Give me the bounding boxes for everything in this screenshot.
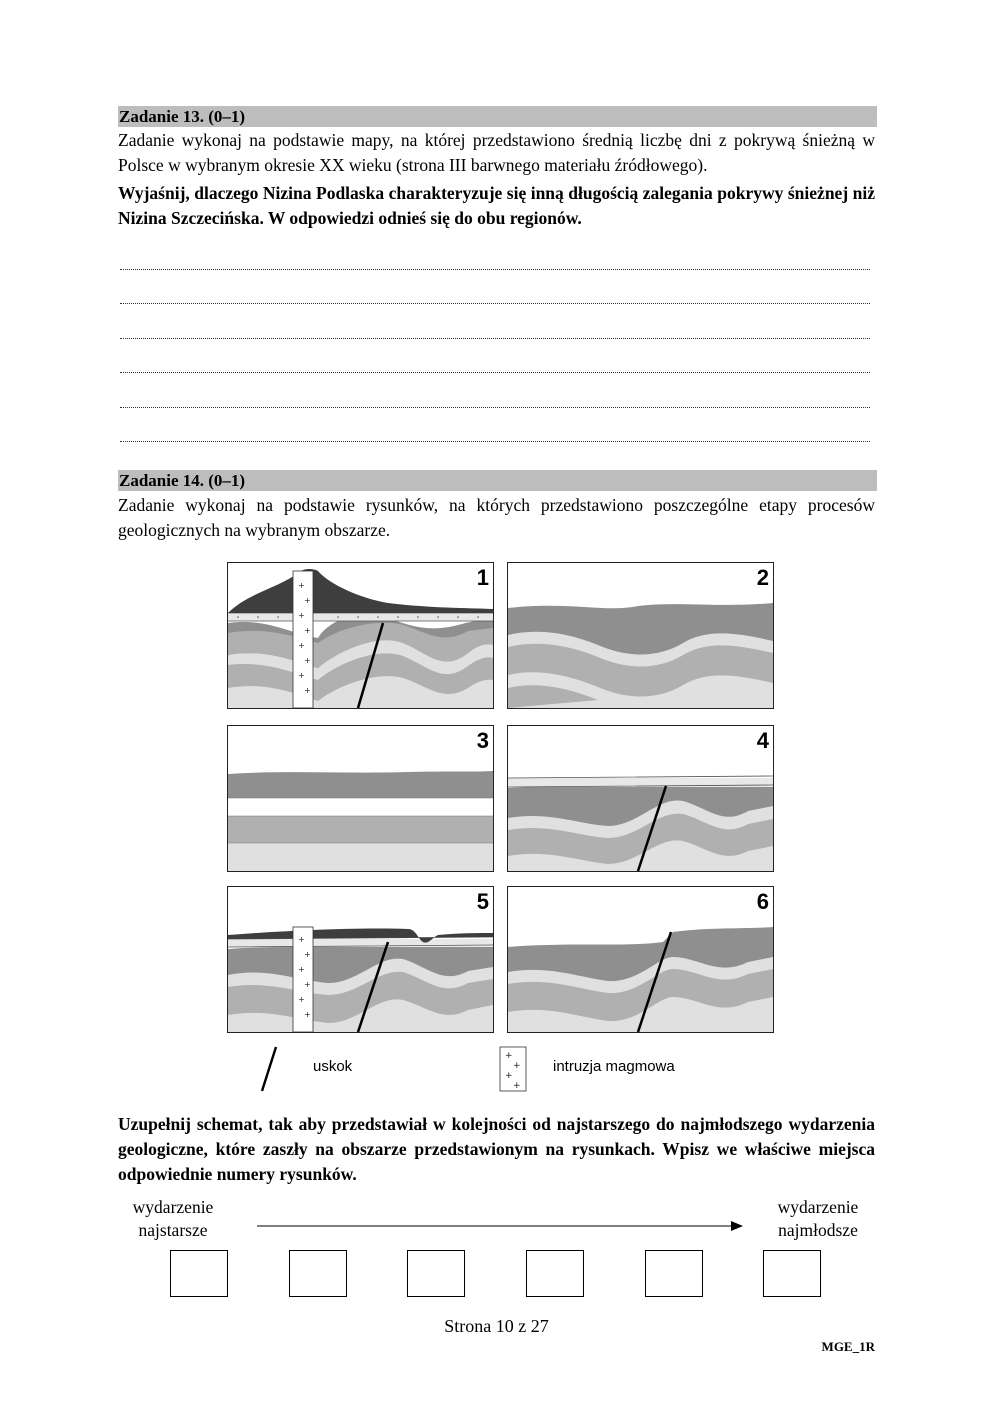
svg-text:+: + — [298, 641, 305, 650]
oldest-label — [118, 1196, 228, 1242]
panel-1-drawing — [228, 563, 493, 708]
panel-4-drawing — [508, 726, 773, 871]
svg-text:+: + — [304, 1010, 311, 1019]
legend-intrusion-label: intruzja magmowa — [553, 1058, 675, 1075]
svg-text:+: + — [304, 626, 311, 635]
svg-text:+: + — [505, 1051, 513, 1061]
svg-text:+: + — [513, 1081, 521, 1091]
exam-code: MGE_1R — [821, 1339, 875, 1354]
task-14-question: Uzupełnij schemat, tak aby przedstawiał w kolejności od najstarszego do najmłodszego wydarzenia geologiczne, które zaszły na obszarze przedstawionym na rysunkach. Wpisz we właściwe miejsca odpowiednie numery rysunków. — [118, 1114, 875, 1184]
svg-text:+: + — [298, 581, 305, 590]
panel-number: 6 — [756, 889, 769, 914]
svg-text:+: + — [298, 935, 305, 944]
youngest-label-line2: najmłodsze — [778, 1220, 858, 1240]
answer-line[interactable] — [120, 371, 870, 373]
task-13-intro: Zadanie wykonaj na podstawie mapy, na której przedstawiono średnią liczbę dni z pokrywą śnieżną w Polsce w wybranym okresie XX wieku (strona III barwnego materiału źródłowego). — [118, 130, 875, 175]
panel-2-drawing — [508, 563, 773, 708]
geology-panel-2 — [507, 562, 774, 709]
answer-box-1[interactable] — [170, 1250, 228, 1297]
task-13-question: Wyjaśnij, dlaczego Nizina Podlaska charakteryzuje się inną długością zalegania pokrywy śnieżnej niż Nizina Szczecińska. W odpowiedzi odnieś się do obu regionów. — [118, 183, 875, 228]
answer-box-6[interactable] — [763, 1250, 821, 1297]
youngest-label — [763, 1196, 873, 1242]
page-number: Strona 10 z 27 — [444, 1316, 549, 1336]
youngest-label-line1: wydarzenie — [777, 1197, 859, 1217]
answer-line[interactable] — [120, 406, 870, 408]
panel-number: 4 — [756, 728, 769, 753]
geology-panel-3 — [227, 725, 494, 872]
geology-panel-4 — [507, 725, 774, 872]
panel-6-drawing — [508, 887, 773, 1032]
svg-text:+: + — [513, 1061, 521, 1071]
plus-pattern-icon — [498, 1046, 528, 1092]
svg-text:+: + — [304, 686, 311, 695]
oldest-label-line1: wydarzenie — [132, 1197, 214, 1217]
svg-text:+: + — [298, 995, 305, 1004]
svg-text:+: + — [505, 1071, 513, 1081]
panel-number: 1 — [476, 565, 489, 590]
geology-panel-1 — [227, 562, 494, 709]
answer-line[interactable] — [120, 268, 870, 270]
svg-text:+: + — [304, 656, 311, 665]
answer-box-5[interactable] — [645, 1250, 703, 1297]
legend-fault-label: uskok — [313, 1058, 353, 1075]
svg-text:+: + — [304, 950, 311, 959]
task-14-header: Zadanie 14. (0–1) — [118, 470, 877, 491]
panel-number: 5 — [476, 889, 489, 914]
svg-text:+: + — [304, 980, 311, 989]
svg-text:+: + — [298, 965, 305, 974]
answer-box-4[interactable] — [526, 1250, 584, 1297]
geology-panel-6 — [507, 886, 774, 1033]
answer-line[interactable] — [120, 337, 870, 339]
panel-5-drawing — [228, 887, 493, 1032]
svg-text:+: + — [298, 671, 305, 680]
answer-box-2[interactable] — [289, 1250, 347, 1297]
oldest-label-line2: najstarsze — [138, 1220, 208, 1240]
answer-line[interactable] — [120, 302, 870, 304]
answer-line[interactable] — [120, 440, 870, 442]
panel-3-drawing — [228, 726, 493, 871]
task-13-header: Zadanie 13. (0–1) — [118, 106, 877, 127]
answer-box-3[interactable] — [407, 1250, 465, 1297]
svg-text:+: + — [304, 596, 311, 605]
task-14-intro: Zadanie wykonaj na podstawie rysunków, na których przedstawiono poszczególne etapy procesów geologicznych na wybranym obszarze. — [118, 495, 875, 540]
timeline-arrow-icon — [255, 1218, 745, 1234]
panel-number: 3 — [476, 728, 489, 753]
panel-number: 2 — [756, 565, 769, 590]
geology-panel-5 — [227, 886, 494, 1033]
svg-text:+: + — [298, 611, 305, 620]
fault-line-icon — [258, 1045, 282, 1093]
